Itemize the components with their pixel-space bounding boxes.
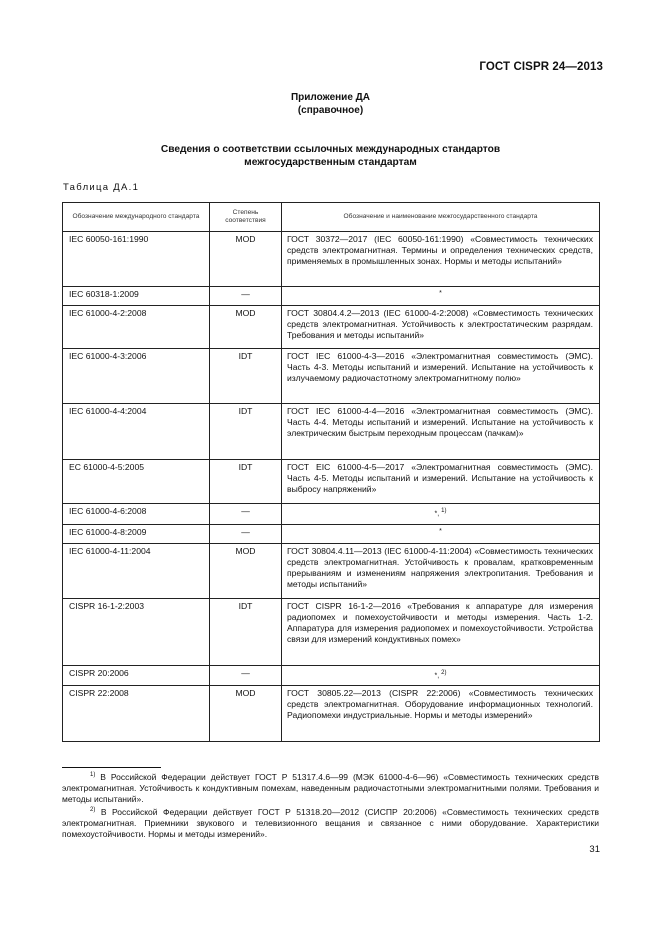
footnote-text: В Российской Федерации действует ГОСТ Р 51318.20—2012 (СИСПР 20:2006) «Совместимость технических средств электромагнитная. Приемники звукового и телевизионного вещания и связанное с ними оборудование. Характеристики помехоустойчивости. Нормы и методы измерений». (62, 806, 599, 839)
cell-degree: IDT (210, 460, 282, 504)
table-row (63, 232, 600, 287)
footnote-2 (62, 805, 599, 840)
section-title-line1: Сведения о соответствии ссылочных международных стандартов (160, 144, 501, 155)
cell-intl: IEC 61000-4-11:2004 (63, 544, 210, 599)
page-number: 31 (589, 844, 600, 855)
cell-intl: IEC 60318-1:2009 (63, 287, 210, 306)
cell-degree: MOD (210, 544, 282, 599)
cell-gost: * (282, 287, 600, 306)
table-row (63, 686, 600, 742)
table-row (63, 306, 600, 349)
cell-gost: ГОСТ 30804.4.11—2013 (IEC 61000-4-11:2004) «Совместимость технических средств электромагнитная. Устойчивость к провалам, кратковременным прерываниям и изменениям напряжения электропитания. Требования и методы испытаний» (282, 544, 600, 599)
table-row (63, 504, 600, 525)
appendix-title: Приложение ДА (290, 92, 371, 103)
header-gost-standard: Обозначение и наименование межгосударственного стандарта (282, 203, 600, 232)
footnote-ref: 1) (441, 508, 447, 514)
cell-degree: — (210, 504, 282, 525)
header-degree: Степень соответствия (210, 203, 282, 232)
cell-degree: IDT (210, 599, 282, 666)
cell-intl: CISPR 20:2006 (63, 666, 210, 686)
footnote-1 (62, 770, 599, 805)
cell-degree: MOD (210, 232, 282, 287)
cell-gost: ГОСТ EIC 61000-4-5—2017 «Электромагнитная совместимость (ЭМС). Часть 4-5. Методы испытаний и измерений. Испытание на устойчивость к выбросу напряжений» (282, 460, 600, 504)
cell-gost-mark: * (434, 672, 438, 680)
section-title (0, 143, 661, 169)
cell-gost: *, $^{1)}$ (282, 504, 600, 525)
table-row (63, 544, 600, 599)
table-caption: Таблица ДА.1 (63, 182, 140, 193)
cell-degree: MOD (210, 686, 282, 742)
table-row (63, 349, 600, 404)
cell-intl: IEC 61000-4-3:2006 (63, 349, 210, 404)
cell-intl: CISPR 22:2008 (63, 686, 210, 742)
cell-intl: IEC 61000-4-6:2008 (63, 504, 210, 525)
footnote-separator (62, 767, 161, 768)
footnote-text: В Российской Федерации действует ГОСТ Р 51317.4.6—99 (МЭК 61000-4-6—96) «Совместимость технических средств электромагнитная. Устойчивость к кондуктивным помехам, наведенным радиочастотными электромагнитными полями. Требования и методы испытаний». (62, 771, 599, 804)
cell-gost-mark: * (434, 510, 438, 518)
footnote-mark: 2) (90, 807, 96, 813)
section-title-line2: межгосударственным стандартам (244, 157, 417, 168)
cell-degree: — (210, 525, 282, 544)
cell-intl: IEC 60050-161:1990 (63, 232, 210, 287)
cell-gost: ГОСТ IEC 61000-4-3—2016 «Электромагнитная совместимость (ЭМС). Часть 4-3. Методы испытаний и измерений. Испытание на устойчивость к излучаемому радиочастотному электромагнитному полю» (282, 349, 600, 404)
table-row (63, 666, 600, 686)
table-row (63, 404, 600, 460)
table-row (63, 287, 600, 306)
header-intl-standard: Обозначение международного стандарта (63, 203, 210, 232)
cell-degree: IDT (210, 404, 282, 460)
cell-gost: ГОСТ 30805.22—2013 (CISPR 22:2006) «Совместимость технических средств электромагнитная. Оборудование информационных технологий. Радиопомехи индустриальные. Нормы и методы измерений» (282, 686, 600, 742)
cell-degree: — (210, 287, 282, 306)
document-standard-header: ГОСТ CISPR 24—2013 (479, 61, 603, 73)
appendix-heading (0, 92, 661, 117)
cell-intl: IEC 61000-4-4:2004 (63, 404, 210, 460)
cell-gost: *, $^{2)}$ (282, 666, 600, 686)
footnote-ref: 2) (441, 670, 447, 676)
cell-degree: MOD (210, 306, 282, 349)
cell-gost: ГОСТ 30372—2017 (IEC 60050-161:1990) «Совместимость технических средств электромагнитная. Термины и определения технических средств, применяемых в промышленных зонах. Нормы и методы испытаний» (282, 232, 600, 287)
cell-gost: ГОСТ IEC 61000-4-4—2016 «Электромагнитная совместимость (ЭМС). Часть 4-4. Методы испытаний и измерений. Испытание на устойчивость к электрическим быстрым переходным процессам (пачкам)» (282, 404, 600, 460)
table-header-row (63, 203, 600, 232)
cell-gost: ГОСТ 30804.4.2—2013 (IEC 61000-4-2:2008) «Совместимость технических средств электромагнитная. Устойчивость к электростатическим разрядам. Требования и методы испытаний» (282, 306, 600, 349)
table-row (63, 525, 600, 544)
table-row (63, 460, 600, 504)
cell-intl: EC 61000-4-5:2005 (63, 460, 210, 504)
cell-gost: ГОСТ CISPR 16-1-2—2016 «Требования к аппаратуре для измерения радиопомех и помехоустойчивости и методы измерения. Часть 1-2. Аппаратура для измерения радиопомех и помехоустойчивости. Устройства связи для измерений кондуктивных помех» (282, 599, 600, 666)
cell-degree: — (210, 666, 282, 686)
correspondence-table (62, 202, 600, 742)
cell-intl: CISPR 16-1-2:2003 (63, 599, 210, 666)
cell-intl: IEC 61000-4-8:2009 (63, 525, 210, 544)
cell-degree: IDT (210, 349, 282, 404)
table-row (63, 599, 600, 666)
footnote-mark: 1) (90, 772, 96, 778)
cell-gost: * (282, 525, 600, 544)
cell-intl: IEC 61000-4-2:2008 (63, 306, 210, 349)
appendix-subtitle: (справочное) (297, 104, 364, 116)
